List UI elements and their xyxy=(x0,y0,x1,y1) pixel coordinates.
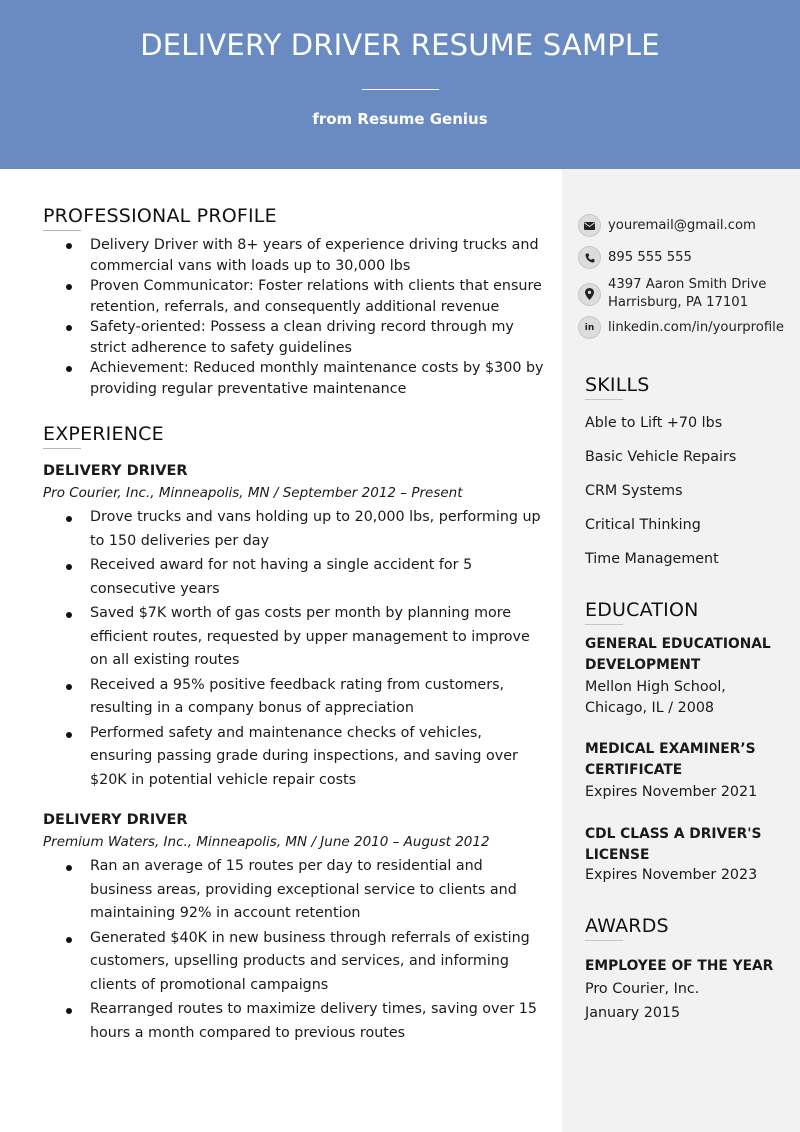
education-entry xyxy=(585,824,785,886)
job-duty: Saved $7K worth of gas costs per month by planning more efficient routes, requested by upper management to improve on all existing routes xyxy=(43,602,548,673)
profile-item: Achievement: Reduced monthly maintenance costs by $300 by providing regular preventative maintenance xyxy=(43,358,548,399)
experience-heading: EXPERIENCE xyxy=(43,423,164,445)
document-subtitle: from Resume Genius xyxy=(312,110,488,128)
education-title: MEDICAL EXAMINER’S xyxy=(585,741,756,757)
section-divider xyxy=(585,399,623,400)
job-duty: Drove trucks and vans holding up to 20,000 lbs, performing up to 150 deliveries per day xyxy=(43,506,548,553)
job-duties-list xyxy=(43,506,548,792)
address-text xyxy=(608,276,766,312)
job-duty: Received award for not having a single accident for 5 consecutive years xyxy=(43,554,548,601)
education-detail: Chicago, IL / 2008 xyxy=(585,700,715,716)
job-meta: Pro Courier, Inc., Minneapolis, MN / September 2012 – Present xyxy=(43,485,463,501)
job-duty: Ran an average of 15 routes per day to residential and business areas, providing exceptional service to clients and maintaining 92% in account retention xyxy=(43,855,548,926)
awards-heading: AWARDS xyxy=(585,915,669,937)
skill-item: CRM Systems xyxy=(585,483,683,499)
skill-item: Critical Thinking xyxy=(585,517,701,533)
job-title: DELIVERY DRIVER xyxy=(43,812,188,828)
header-divider xyxy=(362,89,439,90)
education-detail: Expires November 2021 xyxy=(585,784,758,800)
address-line-1: 4397 Aaron Smith Drive xyxy=(608,277,767,292)
section-divider xyxy=(43,448,81,449)
education-entry xyxy=(585,634,785,719)
job-duties-list xyxy=(43,855,548,1045)
header-banner xyxy=(0,0,800,169)
award-title: EMPLOYEE OF THE YEAR xyxy=(585,958,774,974)
profile-item: Safety-oriented: Possess a clean driving record through my strict adherence to safety guidelines xyxy=(43,317,548,358)
education-title: GENERAL EDUCATIONAL xyxy=(585,636,771,652)
education-title: CDL CLASS A DRIVER'S xyxy=(585,826,762,842)
education-title: LICENSE xyxy=(585,846,650,863)
skill-item: Able to Lift +70 lbs xyxy=(585,415,723,431)
profile-item: Proven Communicator: Foster relations with clients that ensure retention, referrals, and consequently additional revenue xyxy=(43,276,548,317)
email-link[interactable]: youremail@gmail.com xyxy=(608,217,756,233)
award-entry xyxy=(585,956,785,1024)
linkedin-badge: in xyxy=(584,322,595,333)
education-section xyxy=(585,599,785,625)
education-title: CERTIFICATE xyxy=(585,761,683,778)
main-column xyxy=(43,205,548,1046)
skill-item: Basic Vehicle Repairs xyxy=(585,449,737,465)
skills-section xyxy=(585,374,785,576)
job-duty: Received a 95% positive feedback rating from customers, resulting in a company bonus of appreciation xyxy=(43,674,548,721)
profile-list xyxy=(43,235,548,399)
phone-icon xyxy=(578,246,601,269)
profile-heading: PROFESSIONAL PROFILE xyxy=(43,205,277,227)
contact-linkedin xyxy=(578,316,784,339)
job-duty: Rearranged routes to maximize delivery times, saving over 15 hours a month compared to previous routes xyxy=(43,998,548,1045)
section-divider xyxy=(585,624,623,625)
job-title: DELIVERY DRIVER xyxy=(43,463,188,479)
award-detail: January 2015 xyxy=(585,1004,681,1021)
awards-section xyxy=(585,915,785,941)
education-title: DEVELOPMENT xyxy=(585,656,701,673)
address-line-2: Harrisburg, PA 17101 xyxy=(608,295,749,310)
contact-address xyxy=(578,276,766,312)
education-detail: Mellon High School, xyxy=(585,679,726,695)
envelope-icon xyxy=(578,214,601,237)
contact-phone xyxy=(578,246,692,269)
job-duty: Performed safety and maintenance checks of vehicles, ensuring passing grade during inspections, and saving over $20K in potential vehicle repair costs xyxy=(43,722,548,793)
section-divider xyxy=(43,230,81,231)
document-title: DELIVERY DRIVER RESUME SAMPLE xyxy=(140,28,660,62)
location-pin-icon xyxy=(578,283,601,306)
skill-item: Time Management xyxy=(585,551,719,567)
phone-number: 895 555 555 xyxy=(608,249,692,265)
linkedin-icon xyxy=(578,316,601,339)
job-duty: Generated $40K in new business through referrals of existing customers, upselling products and services, and informing clients of promotional campaigns xyxy=(43,927,548,998)
award-detail: Pro Courier, Inc. xyxy=(585,980,700,997)
profile-item: Delivery Driver with 8+ years of experience driving trucks and commercial vans with loads up to 30,000 lbs xyxy=(43,235,548,276)
linkedin-link[interactable]: linkedin.com/in/yourprofile xyxy=(608,319,784,335)
education-detail: Expires November 2023 xyxy=(585,867,758,883)
section-divider xyxy=(585,940,623,941)
job-meta: Premium Waters, Inc., Minneapolis, MN / June 2010 – August 2012 xyxy=(43,834,490,850)
contact-email xyxy=(578,214,756,237)
education-heading: EDUCATION xyxy=(585,599,699,621)
skills-heading: SKILLS xyxy=(585,374,650,396)
education-entry xyxy=(585,739,785,803)
